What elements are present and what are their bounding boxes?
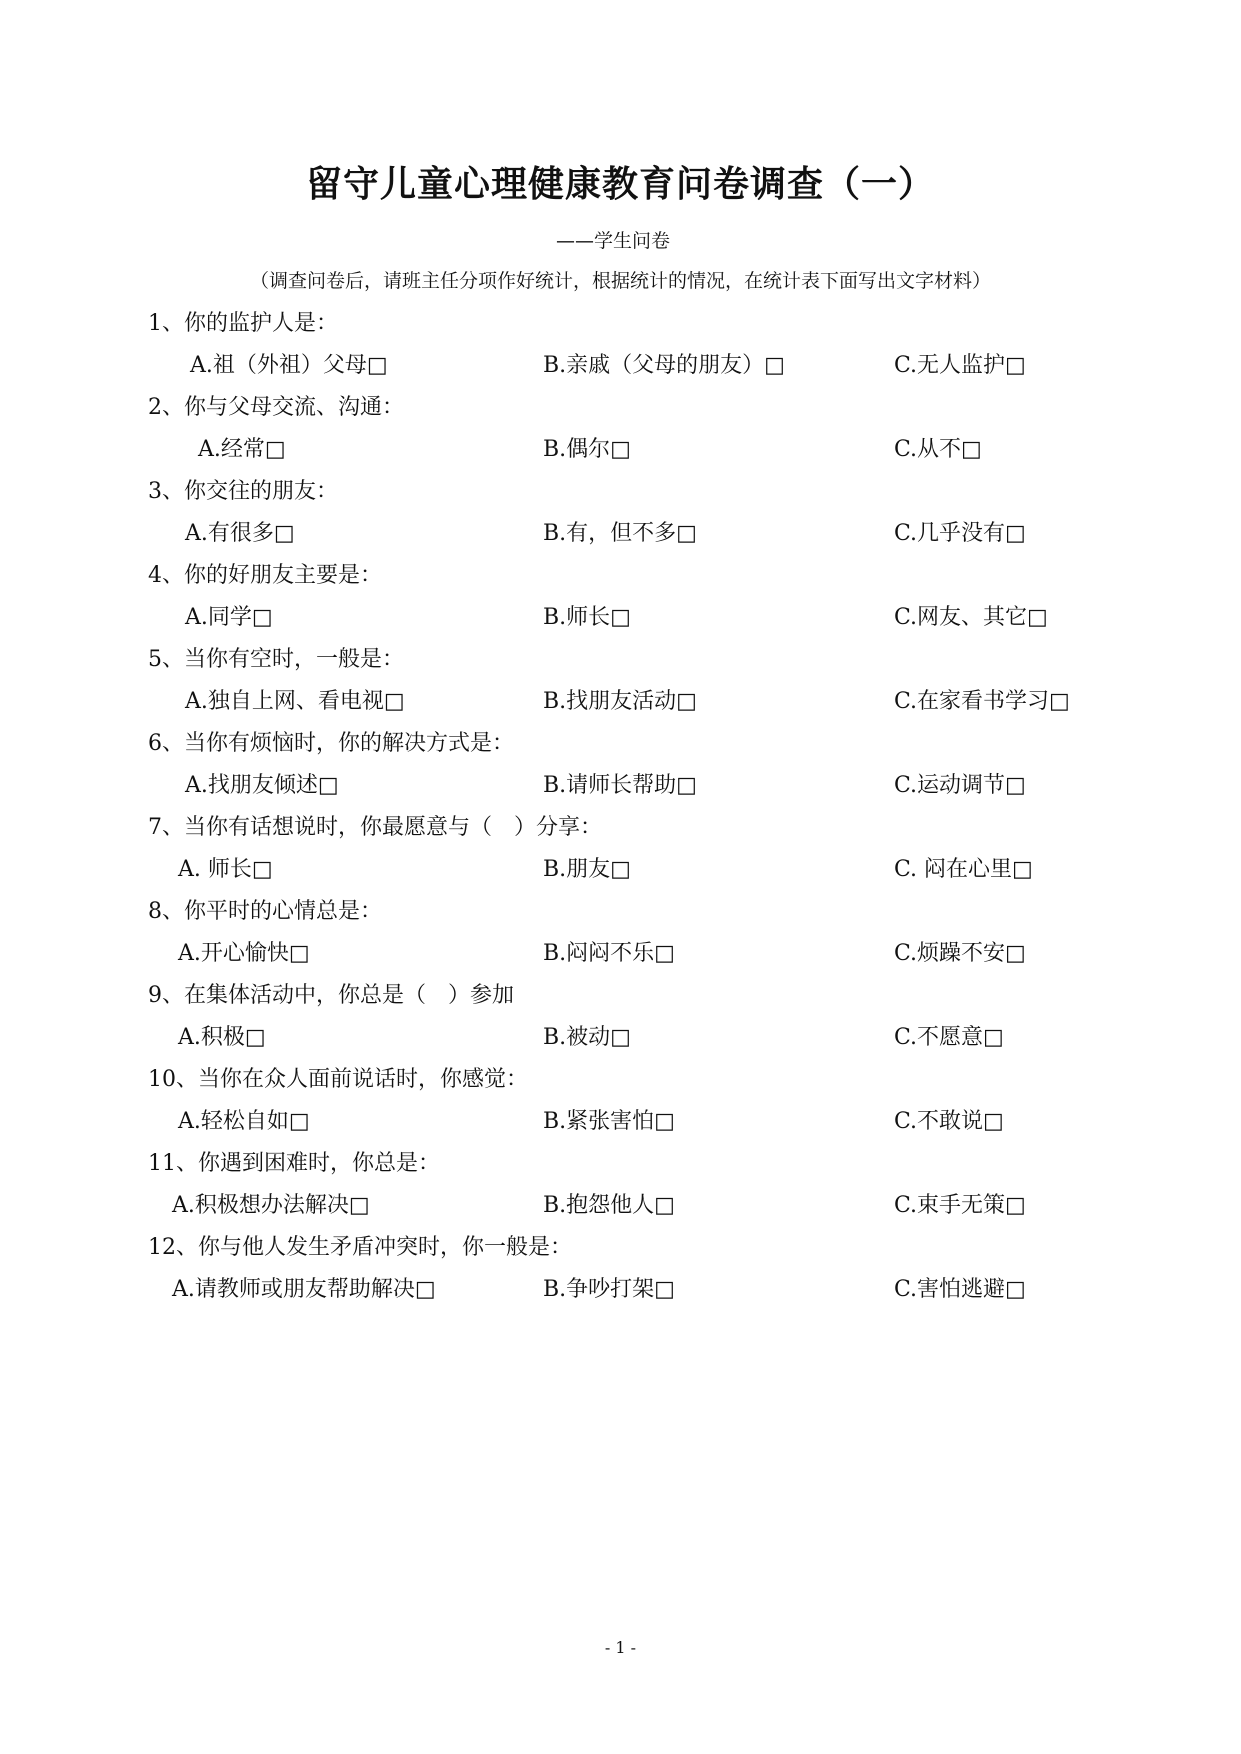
question-10: [0, 1060, 1241, 1144]
option-c[interactable]: C.不愿意□: [894, 1025, 1004, 1050]
option-c[interactable]: C.无人监护□: [894, 353, 1026, 378]
instruction-note: （调查问卷后，请班主任分项作好统计，根据统计的情况，在统计表下面写出文字材料）: [249, 270, 991, 292]
option-c[interactable]: C.害怕逃避□: [894, 1277, 1026, 1302]
question-3: [0, 472, 1241, 556]
option-b[interactable]: B.请师长帮助□: [543, 773, 697, 798]
question-text: 1、你的监护人是：: [148, 311, 338, 336]
question-12: [0, 1228, 1241, 1312]
question-text: 11、你遇到困难时，你总是：: [148, 1151, 440, 1176]
question-text: 7、当你有话想说时，你最愿意与（ ）分享：: [148, 815, 602, 840]
option-b[interactable]: B.朋友□: [543, 857, 631, 882]
option-b[interactable]: B.被动□: [543, 1025, 631, 1050]
option-a[interactable]: A.同学□: [185, 605, 273, 630]
question-text: 3、你交往的朋友：: [148, 479, 338, 504]
question-2: [0, 388, 1241, 472]
option-b[interactable]: B.亲戚（父母的朋友）□: [543, 353, 785, 378]
option-c[interactable]: C. 闷在心里□: [894, 857, 1033, 882]
question-5: [0, 640, 1241, 724]
option-a[interactable]: A.独自上网、看电视□: [185, 689, 405, 714]
option-a[interactable]: A.祖（外祖）父母□: [190, 353, 388, 378]
question-text: 12、你与他人发生矛盾冲突时，你一般是：: [148, 1235, 572, 1260]
question-text: 10、当你在众人面前说话时，你感觉：: [148, 1067, 528, 1092]
option-a[interactable]: A.请教师或朋友帮助解决□: [172, 1277, 436, 1302]
option-b[interactable]: B.紧张害怕□: [543, 1109, 675, 1134]
question-4: [0, 556, 1241, 640]
option-b[interactable]: B.争吵打架□: [543, 1277, 675, 1302]
question-7: [0, 808, 1241, 892]
question-text: 8、你平时的心情总是：: [148, 899, 382, 924]
option-c[interactable]: C.束手无策□: [894, 1193, 1026, 1218]
option-a[interactable]: A.积极□: [178, 1025, 266, 1050]
option-a[interactable]: A.找朋友倾述□: [185, 773, 339, 798]
question-text: 6、当你有烦恼时，你的解决方式是：: [148, 731, 514, 756]
question-6: [0, 724, 1241, 808]
option-c[interactable]: C.烦躁不安□: [894, 941, 1026, 966]
question-text: 9、在集体活动中，你总是（ ）参加: [148, 983, 514, 1008]
page-title: 留守儿童心理健康教育问卷调查（一）: [305, 163, 935, 205]
option-b[interactable]: B.抱怨他人□: [543, 1193, 675, 1218]
question-9: [0, 976, 1241, 1060]
option-a[interactable]: A.积极想办法解决□: [172, 1193, 370, 1218]
question-11: [0, 1144, 1241, 1228]
option-a[interactable]: A.有很多□: [185, 521, 295, 546]
option-b[interactable]: B.有，但不多□: [543, 521, 697, 546]
option-c[interactable]: C.从不□: [894, 437, 982, 462]
page-number: - 1 -: [604, 1638, 637, 1657]
option-b[interactable]: B.找朋友活动□: [543, 689, 697, 714]
option-a[interactable]: A.开心愉快□: [178, 941, 310, 966]
option-b[interactable]: B.偶尔□: [543, 437, 631, 462]
option-c[interactable]: C.在家看书学习□: [894, 689, 1070, 714]
question-text: 5、当你有空时，一般是：: [148, 647, 404, 672]
option-c[interactable]: C.几乎没有□: [894, 521, 1026, 546]
option-c[interactable]: C.不敢说□: [894, 1109, 1004, 1134]
option-b[interactable]: B.师长□: [543, 605, 631, 630]
option-b[interactable]: B.闷闷不乐□: [543, 941, 675, 966]
question-8: [0, 892, 1241, 976]
option-c[interactable]: C.网友、其它□: [894, 605, 1048, 630]
question-1: [0, 304, 1241, 388]
page-subtitle: ——学生问卷: [556, 230, 671, 252]
option-a[interactable]: A.经常□: [198, 437, 286, 462]
question-list: [0, 304, 1241, 1312]
option-a[interactable]: A.轻松自如□: [178, 1109, 310, 1134]
question-text: 4、你的好朋友主要是：: [148, 563, 382, 588]
option-a[interactable]: A. 师长□: [178, 857, 273, 882]
option-c[interactable]: C.运动调节□: [894, 773, 1026, 798]
question-text: 2、你与父母交流、沟通：: [148, 395, 404, 420]
